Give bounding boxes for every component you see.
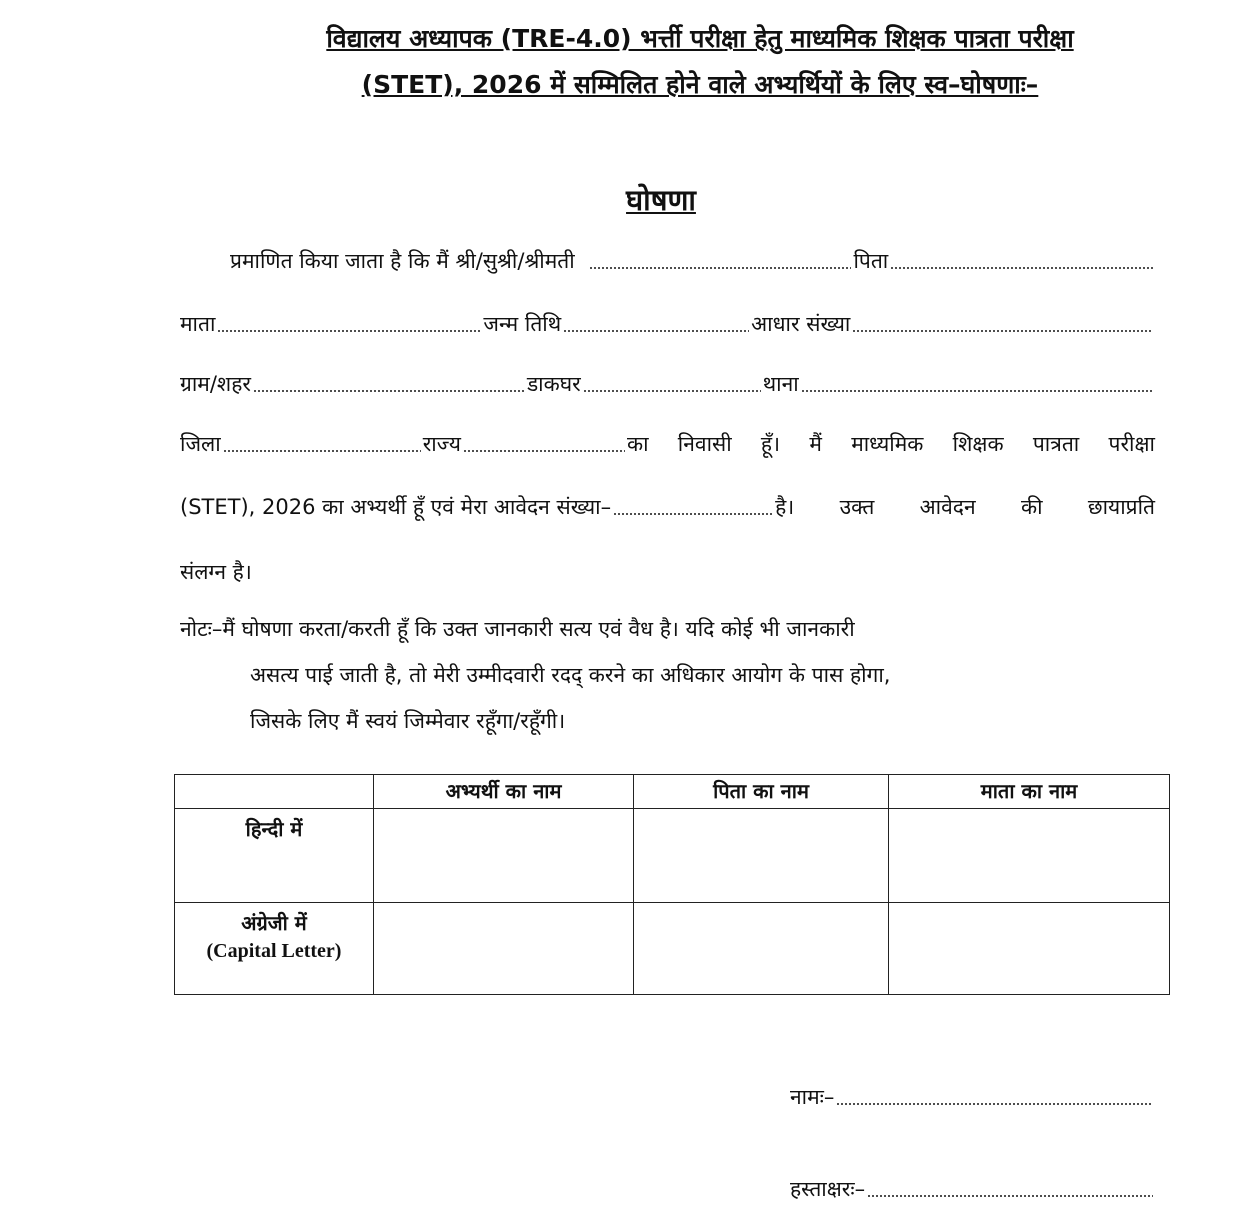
cell-father-english[interactable] [634,903,889,995]
table-header-mother: माता का नाम [889,775,1170,809]
form-line-application [180,493,1155,521]
document-heading-line1: विद्यालय अध्यापक (TRE-4.0) भर्त्ती परीक्षा हेतु माध्यमिक शिक्षक पात्रता परीक्षा [326,24,1074,53]
cell-candidate-english[interactable] [374,903,634,995]
state-label: राज्य [422,432,461,456]
resident-text: का निवासी हूँ। मैं माध्यमिक शिक्षक पात्रता परीक्षा [626,432,1155,456]
cell-father-hindi[interactable] [634,809,889,903]
form-line-attached [180,558,1155,586]
state-blank[interactable] [463,449,625,453]
father-name-blank[interactable] [890,266,1153,270]
mother-name-blank[interactable] [217,329,481,333]
row-label-english-text: अंग्रेजी में [241,911,307,935]
application-text-end: है। उक्त आवेदन की छायाप्रति [775,495,1155,519]
cell-mother-english[interactable] [889,903,1170,995]
district-label: जिला [180,432,221,456]
names-table [174,774,1170,995]
note-line3: जिसके लिए मैं स्वयं जिम्मेवार रहूँगा/रहूँगी। [250,709,566,733]
attached-text: संलग्न है। [180,560,252,584]
intro-label: प्रमाणित किया जाता है कि मैं श्री/सुश्री/श्रीमती [230,249,575,273]
candidate-name-blank[interactable] [589,266,852,270]
post-office-label: डाकघर [526,372,581,396]
cell-mother-hindi[interactable] [889,809,1170,903]
note-line1: नोटः–मैं घोषणा करता/करती हूँ कि उक्त जानकारी सत्य एवं वैध है। यदि कोई भी जानकारी [180,617,855,641]
row-label-english [175,903,374,995]
village-label: ग्राम/शहर [180,372,251,396]
signature-name-blank[interactable] [836,1102,1153,1106]
form-line-address [180,370,1155,398]
police-station-blank[interactable] [801,389,1153,393]
application-text-start: (STET), 2026 का अभ्यर्थी हूँ एवं मेरा आवेदन संख्या– [180,495,612,519]
document-heading-line2: (STET), 2026 में सम्मिलित होने वाले अभ्यर्थियों के लिए स्व–घोषणाः– [361,70,1039,99]
declaration-title: घोषणा [626,183,696,217]
aadhaar-blank[interactable] [852,329,1153,333]
form-line-district [180,430,1155,458]
cell-candidate-hindi[interactable] [374,809,634,903]
mother-label: माता [180,312,216,336]
aadhaar-label: आधार संख्या [751,312,851,336]
signature-sign-label: हस्ताक्षरः– [790,1177,866,1201]
signature-sign-line [790,1175,1155,1203]
application-number-blank[interactable] [613,512,773,516]
row-label-capital-letter: (Capital Letter) [206,940,342,962]
table-header-blank [175,775,374,809]
note-line2: असत्य पाई जाती है, तो मेरी उम्मीदवारी रदद् करने का अधिकार आयोग के पास होगा, [250,663,891,687]
table-row [175,903,1170,995]
table-header-candidate: अभ्यर्थी का नाम [374,775,634,809]
signature-name-label: नामः– [790,1085,835,1109]
police-station-label: थाना [762,372,799,396]
father-label: पिता [853,249,889,273]
table-header-father: पिता का नाम [634,775,889,809]
village-blank[interactable] [253,389,525,393]
dob-label: जन्म तिथि [483,312,562,336]
declaration-note [180,606,1160,744]
signature-name-line [790,1083,1155,1111]
table-row [175,809,1170,903]
row-label-hindi: हिन्दी में [175,809,374,903]
table-header-row [175,775,1170,809]
signature-sign-blank[interactable] [867,1194,1153,1198]
form-line-name [180,247,1155,275]
form-line-mother [180,310,1155,338]
dob-blank[interactable] [563,329,749,333]
post-office-blank[interactable] [583,389,761,393]
district-blank[interactable] [223,449,421,453]
